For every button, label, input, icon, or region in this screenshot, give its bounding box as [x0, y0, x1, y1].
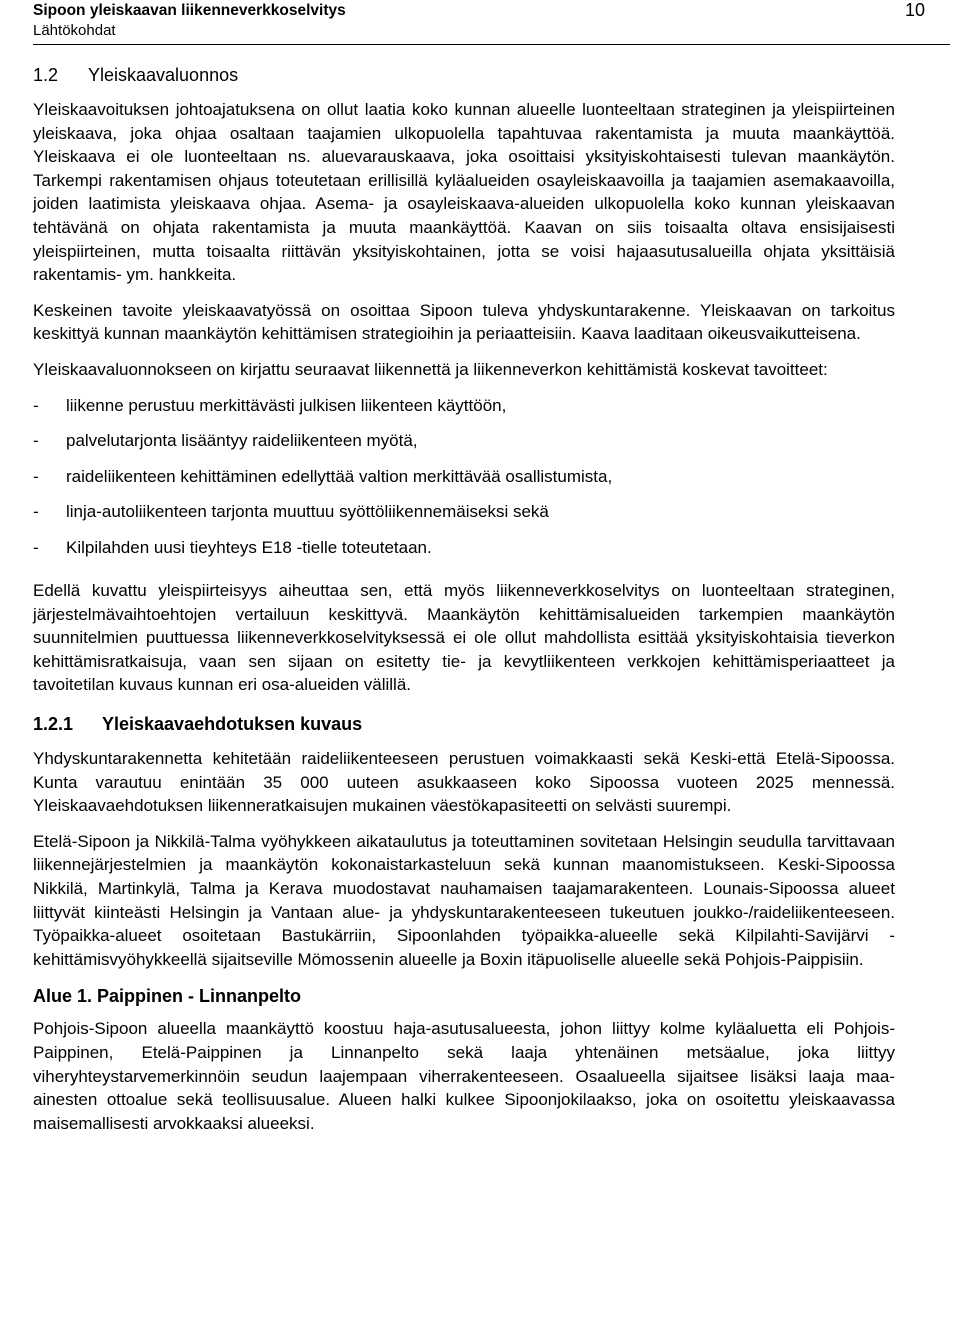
section-title: Yleiskaavaluonnos	[88, 65, 239, 85]
paragraph: Etelä-Sipoon ja Nikkilä-Talma vyöhykkeen aikataulutus ja toteuttaminen sovitetaan Helsingin seudulla tarvittavaan liikennejärjestelmien ja maankäytön kokonaistarkasteluun sekä kunnan maanomistukseen. Keski-Sipoossa Nikkilä, Martinkylä, Talma ja Kerava muodostavat nauhamaisen taajamarakenteen. Lounais-Sipoossa alueet liittyvät kiinteästi Helsingin ja Vantaan alue- ja yhdyskuntarakenteeseen tukeutuen joukko-/raideliikenteeseen. Työpaikka-alueet osoitetaan Bastukärriin, Sipoonlahden työpaikka-alueelle sekä Kilpilahti-Savijärvi -kehittämisvyöhykkeellä sijaitseville Mömossenin alueelle ja Boxin itäpuoliselle alueelle sekä Pohjois-Paippisiin.	[33, 831, 895, 969]
list-item	[33, 500, 895, 536]
list-item-text: Kilpilahden uusi tieyhteys E18 -tielle toteutetaan.	[66, 537, 432, 557]
paragraph: Edellä kuvattu yleispiirteisyys aiheuttaa sen, että myös liikenneverkkoselvitys on luonteeltaan strateginen, järjestelmävaihtoehtojen vertailuun keskittyvä. Maankäytön kehittämisalueiden tarkempien maankäytön suunnitelmien puuttuessa liikenneverkkoselvityksessä ei ole ollut mahdollista esittää yksityiskohtaisia tieverkon kehittämisratkaisuja, vaan sen sijaan on esitetty tie- ja kevytliikenteen verkkojen kehittämisperiaatteet ja tavoitetilan kuvaus kunnan eri osa-alueiden välillä.	[33, 581, 895, 695]
list-dash: -	[33, 502, 39, 522]
paragraph: Yhdyskuntarakennetta kehitetään raideliikenteeseen perustuen voimakkaasti sekä Keski-että Etelä-Sipoossa. Kunta varautuu enintään 35 000 uuteen asukkaaseen koko Sipoossa vuoteen 2025 mennessä. Yleiskaavaehdotuksen liikenneratkaisujen mukainen väestökapasiteetti on selvästi suurempi.	[33, 749, 895, 816]
paragraph: Pohjois-Sipoon alueella maankäyttö koostuu haja-asutusalueesta, johon liittyy kolme kyläaluetta eli Pohjois-Paippinen, Etelä-Paippinen ja Linnanpelto sekä laaja yhtenäinen metsäalue, joka liittyy viheryhteystarvemerkinnöin seudun laajempaan viherrakenteeseen. Osaalueella sijaitsee lisäksi laaja maa-ainesten ottoalue sekä teollisuusalue. Alueen halki kulkee Sipoonjokilaakso, joka on osoitettu yleiskaavassa maisemallisesti arvokkaaksi alueeksi.	[33, 1019, 895, 1133]
subsection-title: Yleiskaavaehdotuksen kuvaus	[102, 714, 363, 734]
page-header	[33, 0, 950, 45]
subsection-heading	[33, 711, 895, 737]
list-item-text: raideliikenteen kehittäminen edellyttää valtion merkittävää osallistumista,	[66, 466, 613, 486]
list-item	[33, 465, 895, 501]
paragraph: Yleiskaavoituksen johtoajatuksena on ollut laatia koko kunnan alueelle luonteeltaan strateginen ja yleispiirteinen yleiskaava, joka ohjaa osaltaan taajamien ulkopuolella tapahtuvaa rakentamista ja muuta maankäyttöä. Yleiskaava ei ole luonteeltaan ns. aluevarauskaava, joka osoittaisi yksityiskohtaisesti tulevan maankäytön. Tarkempi rakentamisen ohjaus toteutetaan erillisillä kyläalueiden osayleiskaavoilla ja taajamien asemakaavoilla, joiden laatimista yleiskaava ohjaa. Asema- ja osayleiskaava-alueiden ulkopuolella koko kunnan yleiskaavan tehtävänä on ohjata rakentamista ja muuta maankäyttöä. Kaavan on siis toisaalta oltava ensisijaisesti yleispiirteinen, mutta toisaalta riittävän yksityiskohtainen, jotta se voisi hajaasutusalueilla ohjata yksittäisiä rakentamis- ym. hankkeita.	[33, 100, 895, 285]
goal-list	[33, 394, 895, 572]
document-title: Sipoon yleiskaavan liikenneverkkoselvitys	[33, 2, 346, 19]
section-number: 1.2	[33, 65, 59, 85]
list-item-text: liikenne perustuu merkittävästi julkisen liikenteen käyttöön,	[66, 395, 507, 415]
page-body	[33, 62, 895, 1147]
list-dash: -	[33, 431, 39, 451]
paragraph: Yleiskaavaluonnokseen on kirjattu seuraavat liikennettä ja liikenneverkon kehittämistä koskevat tavoitteet:	[33, 359, 828, 379]
area-heading: Alue 1. Paippinen - Linnanpelto	[33, 986, 302, 1007]
list-dash: -	[33, 537, 39, 557]
list-dash: -	[33, 395, 39, 415]
list-item	[33, 536, 895, 572]
list-item	[33, 394, 895, 430]
list-item-text: linja-autoliikenteen tarjonta muuttuu syöttöliikennemäiseksi sekä	[66, 502, 549, 522]
subsection-number: 1.2.1	[33, 714, 74, 734]
list-dash: -	[33, 466, 39, 486]
section-heading	[33, 62, 895, 88]
page-number: 10	[905, 0, 926, 20]
list-item	[33, 429, 895, 465]
chapter-title: Lähtökohdat	[33, 22, 116, 39]
list-item-text: palvelutarjonta lisääntyy raideliikenteen myötä,	[66, 431, 418, 451]
paragraph: Keskeinen tavoite yleiskaavatyössä on osoittaa Sipoon tuleva yhdyskuntarakenne. Yleiskaavan on tarkoitus keskittyä kunnan maankäytön kehittämisen strategioihin ja periaatteisiin. Kaava laaditaan oikeusvaikutteisena.	[33, 300, 895, 344]
